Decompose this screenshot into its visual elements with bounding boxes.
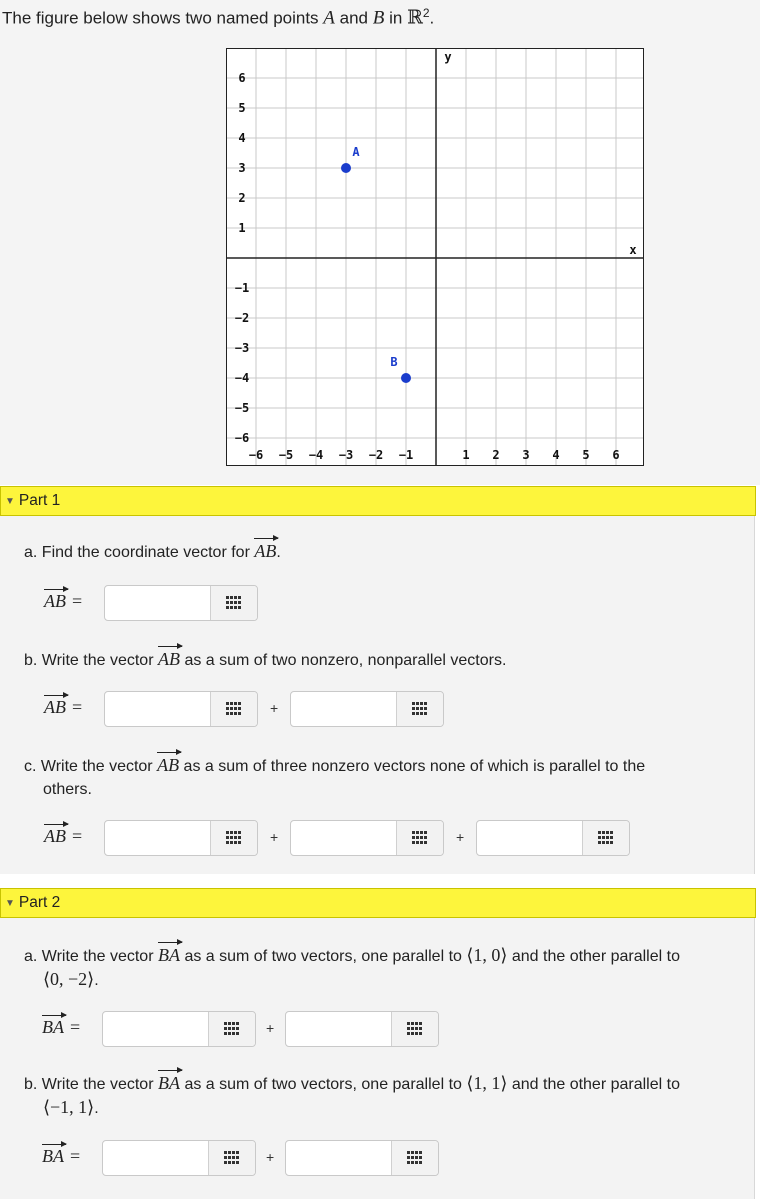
x-tick-label: 1 [462,448,470,462]
x-tick-label: 5 [582,448,590,462]
keypad-button[interactable] [210,692,257,726]
x-axis-label: x [629,243,637,257]
answer-input[interactable] [103,1141,210,1175]
problem-header [0,0,760,485]
answer-box [102,1011,256,1047]
point-b [401,373,411,383]
keypad-grid-icon [226,596,242,610]
keypad-button[interactable] [210,586,257,620]
answer-box [102,1140,256,1176]
plus-sign: + [266,1149,275,1165]
y-tick-label: 4 [238,131,246,145]
y-tick-label: 1 [238,221,246,235]
answer-box [476,820,630,856]
answer-input[interactable] [105,692,212,726]
answer-input[interactable] [286,1141,393,1175]
keypad-grid-icon [224,1151,240,1165]
keypad-grid-icon [412,831,428,845]
vector-ab-label: AB [44,826,66,846]
y-axis-label: y [444,50,452,64]
y-tick-label: 6 [238,71,246,85]
part1-question-a: a. Find the coordinate vector for AB. [24,541,281,561]
answer-input[interactable] [291,692,398,726]
answer-input[interactable] [291,821,398,855]
keypad-grid-icon [226,831,242,845]
part1-header[interactable]: ▼ Part 1 [0,486,756,516]
y-tick-label: 2 [238,191,246,205]
plus-sign: + [270,700,279,716]
answer-input[interactable] [286,1012,393,1046]
vector-ba-label: BA [42,1017,64,1037]
answer-input[interactable] [105,586,212,620]
part2-panel: a. Write the vector BA as a sum of two vectors, one parallel to ⟨1, 0⟩ and the other parallel to ⟨0, −2⟩. BA = + b. Write the vector BA as a sum of two vectors, one parallel to ⟨1, 1⟩ and the other parallel to ⟨−1, 1⟩. BA = + [0,918,755,1199]
y-tick-label: 5 [238,101,246,115]
point-label-a: A [352,145,360,159]
y-tick-label: −1 [234,281,250,295]
keypad-button[interactable] [391,1141,438,1175]
x-tick-label: −1 [398,448,414,462]
answer-input[interactable] [477,821,584,855]
triangle-down-icon: ▼ [5,496,15,507]
part1-question-c: c. Write the vector AB as a sum of three nonzero vectors none of which is parallel to the others. [24,755,646,798]
point-a [341,163,351,173]
keypad-button[interactable] [210,821,257,855]
y-tick-label: −5 [234,401,250,415]
answer-box [104,585,258,621]
y-tick-label: −3 [234,341,250,355]
part2-question-b: b. Write the vector BA as a sum of two vectors, one parallel to ⟨1, 1⟩ and the other parallel to ⟨−1, 1⟩. [24,1073,680,1117]
x-tick-label: −5 [278,448,294,462]
keypad-button[interactable] [208,1141,255,1175]
part1-question-b: b. Write the vector AB as a sum of two nonzero, nonparallel vectors. [24,649,507,669]
keypad-button[interactable] [396,821,443,855]
y-tick-label: −6 [234,431,250,445]
keypad-grid-icon [226,702,242,716]
x-tick-label: −6 [248,448,264,462]
answer-box [104,691,258,727]
answer-box [285,1011,439,1047]
keypad-button[interactable] [391,1012,438,1046]
y-tick-label: −2 [234,311,250,325]
answer-box [290,691,444,727]
intro-text: The figure below shows two named points A and B in ℝ$^2$. [2,6,435,29]
answer-input[interactable] [103,1012,210,1046]
plus-sign: + [456,829,465,845]
x-tick-label: −3 [338,448,354,462]
y-tick-label: 3 [238,161,246,175]
x-tick-label: 2 [492,448,500,462]
x-tick-label: 6 [612,448,620,462]
graph-svg [227,49,643,465]
part1-panel: a. Find the coordinate vector for AB. AB = b. Write the vector AB as a sum of two nonzero, nonparallel vectors. AB = + c. Write the vector AB as a sum of three nonzero vectors none of which is parallel to the others. AB = + + [0,516,755,874]
coordinate-graph [226,48,644,466]
keypad-grid-icon [412,702,428,716]
answer-box [104,820,258,856]
part2-header[interactable]: ▼ Part 2 [0,888,756,918]
keypad-button[interactable] [582,821,629,855]
answer-box [285,1140,439,1176]
y-tick-label: −4 [234,371,250,385]
x-tick-label: 3 [522,448,530,462]
point-label-b: B [390,355,398,369]
vector-ba-label: BA [42,1146,64,1166]
keypad-button[interactable] [396,692,443,726]
keypad-grid-icon [598,831,614,845]
answer-input[interactable] [105,821,212,855]
keypad-grid-icon [407,1022,423,1036]
x-tick-label: 4 [552,448,560,462]
triangle-down-icon: ▼ [5,898,15,909]
x-tick-label: −2 [368,448,384,462]
plus-sign: + [266,1020,275,1036]
plus-sign: + [270,829,279,845]
answer-box [290,820,444,856]
keypad-grid-icon [224,1022,240,1036]
part2-question-a: a. Write the vector BA as a sum of two vectors, one parallel to ⟨1, 0⟩ and the other parallel to ⟨0, −2⟩. [24,945,680,989]
keypad-button[interactable] [208,1012,255,1046]
x-tick-label: −4 [308,448,324,462]
vector-ab-label: AB [44,697,66,717]
vector-ab-label: AB [44,591,66,611]
keypad-grid-icon [407,1151,423,1165]
